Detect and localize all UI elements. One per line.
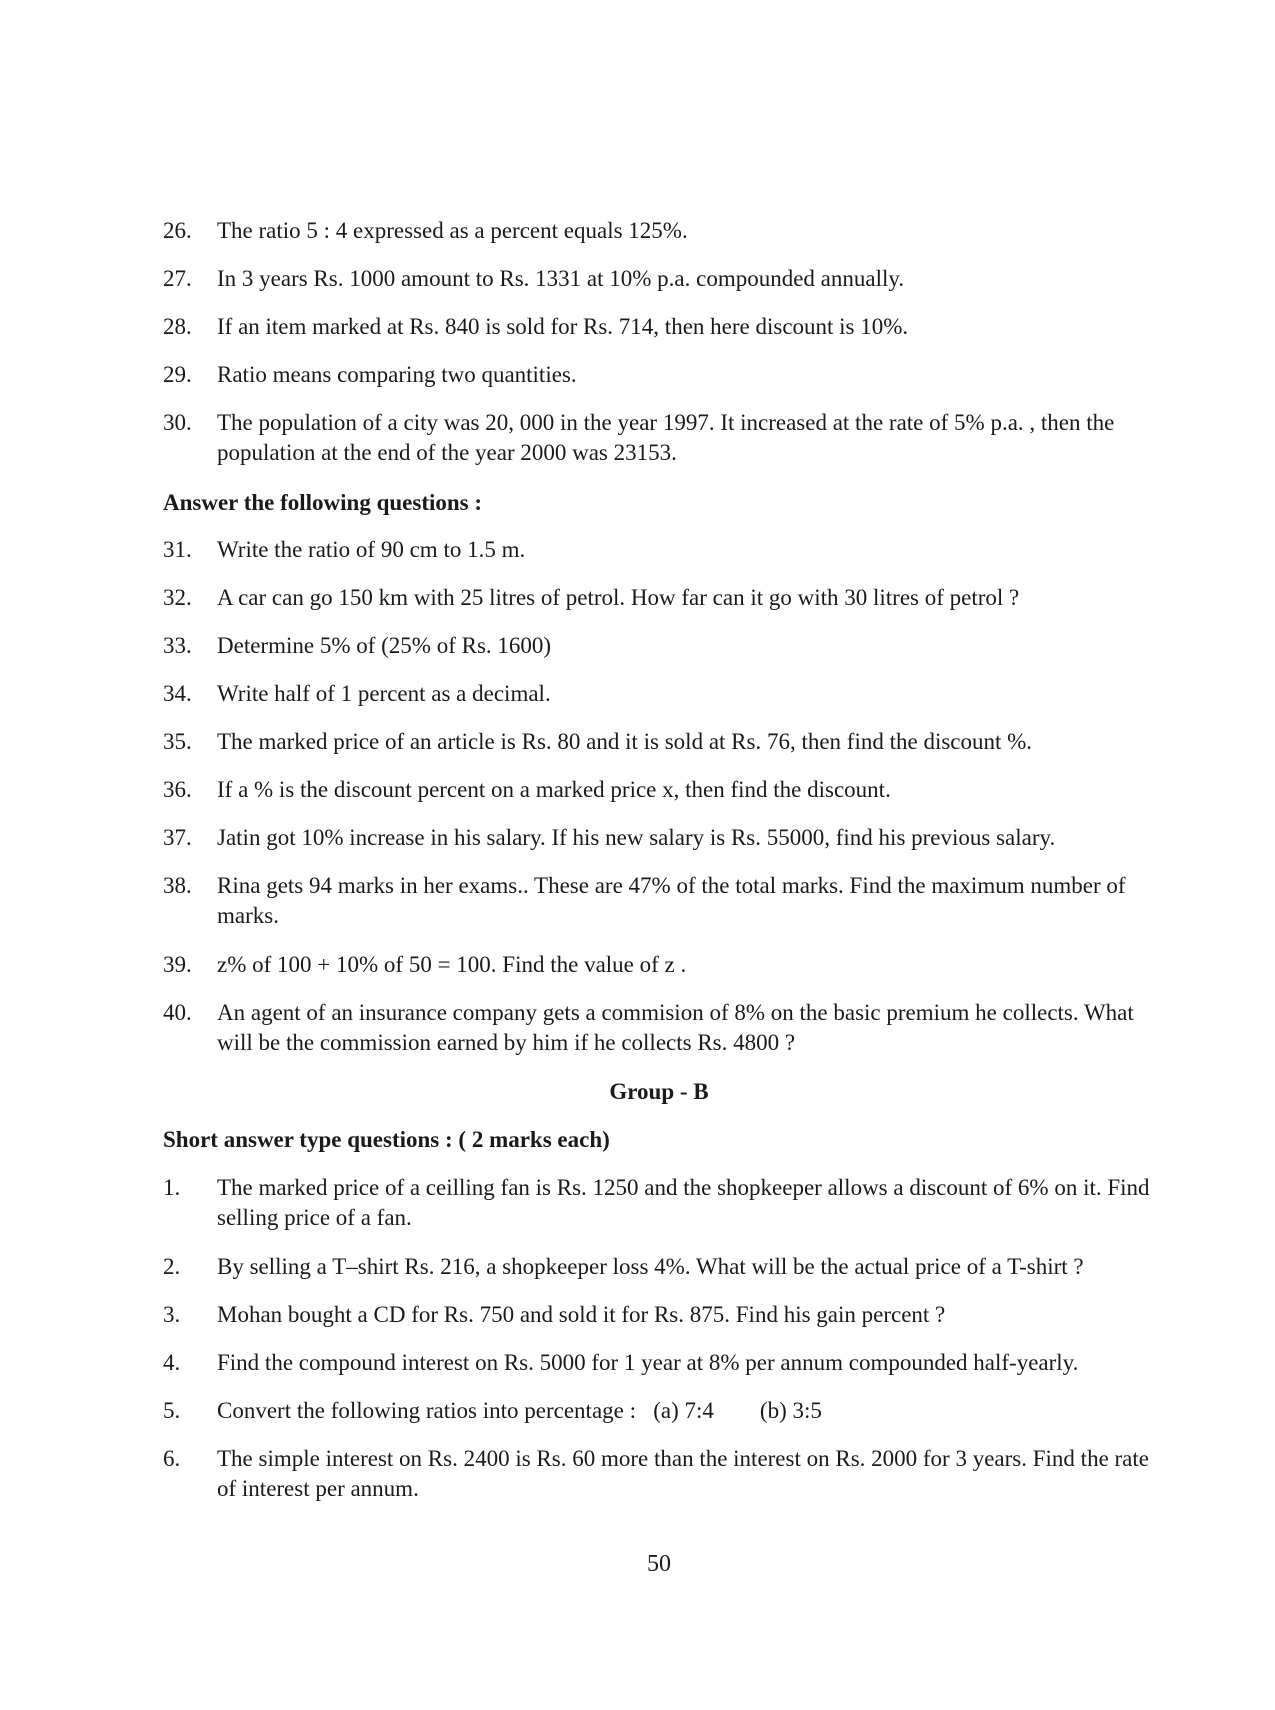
- short-answer-heading: Short answer type questions : ( 2 marks each): [163, 1127, 610, 1152]
- question-item: [163, 312, 1163, 342]
- question-text: The marked price of an article is Rs. 80 and it is sold at Rs. 76, then find the discount %.: [217, 729, 1033, 754]
- question-item: [163, 1396, 1163, 1426]
- question-text: Write half of 1 percent as a decimal.: [217, 681, 551, 706]
- question-text: Ratio means comparing two quantities.: [217, 362, 577, 387]
- question-item: [163, 264, 1163, 294]
- question-text: If an item marked at Rs. 840 is sold for Rs. 714, then here discount is 10%.: [217, 314, 909, 339]
- question-text: If a % is the discount percent on a marked price x, then find the discount.: [217, 777, 891, 802]
- question-number: 38.: [163, 873, 192, 898]
- question-item: [163, 631, 1163, 661]
- question-number: 6.: [163, 1446, 181, 1471]
- question-number: 31.: [163, 537, 192, 562]
- question-number: 32.: [163, 585, 192, 610]
- question-text: Write the ratio of 90 cm to 1.5 m.: [217, 537, 526, 562]
- question-item: [163, 1252, 1163, 1282]
- question-item: [163, 535, 1163, 565]
- question-text: Mohan bought a CD for Rs. 750 and sold it for Rs. 875. Find his gain percent ?: [217, 1302, 946, 1327]
- question-text: Determine 5% of (25% of Rs. 1600): [217, 633, 552, 658]
- answer-section-heading: Answer the following questions :: [163, 490, 483, 515]
- question-item: [163, 998, 1163, 1058]
- question-number: 29.: [163, 362, 192, 387]
- question-number: 2.: [163, 1254, 181, 1279]
- question-number: 39.: [163, 952, 192, 977]
- question-item: [163, 1348, 1163, 1378]
- question-text: The marked price of a ceilling fan is Rs. 1250 and the shopkeeper allows a discount of 6% on it. Find selling price of a fan.: [217, 1175, 1150, 1230]
- question-text: A car can go 150 km with 25 litres of petrol. How far can it go with 30 litres of petrol ?: [217, 585, 1020, 610]
- question-item: [163, 216, 1163, 246]
- question-text: Convert the following ratios into percentage : (a) 7:4 (b) 3:5: [217, 1398, 822, 1423]
- page-number: 50: [647, 1551, 671, 1577]
- question-item: [163, 408, 1163, 468]
- question-text: Jatin got 10% increase in his salary. If his new salary is Rs. 55000, find his previous salary.: [217, 825, 1056, 850]
- question-number: 28.: [163, 314, 192, 339]
- question-number: 26.: [163, 218, 192, 243]
- question-number: 3.: [163, 1302, 181, 1327]
- question-number: 4.: [163, 1350, 181, 1375]
- question-item: [163, 823, 1163, 853]
- question-text: The population of a city was 20, 000 in the year 1997. It increased at the rate of 5% p.a. , then the population at the end of the year 2000 was 23153.: [217, 410, 1115, 465]
- question-number: 27.: [163, 266, 192, 291]
- question-text: An agent of an insurance company gets a commision of 8% on the basic premium he collects. What will be the commission earned by him if he collects Rs. 4800 ?: [217, 1000, 1134, 1055]
- question-item: [163, 1300, 1163, 1330]
- question-number: 1.: [163, 1175, 181, 1200]
- question-text: The simple interest on Rs. 2400 is Rs. 60 more than the interest on Rs. 2000 for 3 years. Find the rate of interest per annum.: [217, 1446, 1149, 1501]
- question-item: [163, 583, 1163, 613]
- question-item: [163, 950, 1163, 980]
- question-text: The ratio 5 : 4 expressed as a percent equals 125%.: [217, 218, 688, 243]
- group-heading: Group - B: [609, 1079, 709, 1104]
- question-item: [163, 1173, 1163, 1233]
- question-text: By selling a T–shirt Rs. 216, a shopkeeper loss 4%. What will be the actual price of a T-shirt ?: [217, 1254, 1084, 1279]
- question-item: [163, 1444, 1163, 1504]
- question-text: Find the compound interest on Rs. 5000 for 1 year at 8% per annum compounded half-yearly.: [217, 1350, 1079, 1375]
- question-item: [163, 679, 1163, 709]
- question-number: 40.: [163, 1000, 192, 1025]
- question-number: 33.: [163, 633, 192, 658]
- question-number: 37.: [163, 825, 192, 850]
- question-item: [163, 727, 1163, 757]
- question-number: 36.: [163, 777, 192, 802]
- question-item: [163, 360, 1163, 390]
- question-text: In 3 years Rs. 1000 amount to Rs. 1331 at 10% p.a. compounded annually.: [217, 266, 905, 291]
- question-number: 5.: [163, 1398, 181, 1423]
- question-item: [163, 871, 1163, 931]
- question-item: [163, 775, 1163, 805]
- question-text: z% of 100 + 10% of 50 = 100. Find the value of z .: [217, 952, 687, 977]
- question-number: 30.: [163, 410, 192, 435]
- question-number: 34.: [163, 681, 192, 706]
- question-number: 35.: [163, 729, 192, 754]
- question-text: Rina gets 94 marks in her exams.. These are 47% of the total marks. Find the maximum number of marks.: [217, 873, 1126, 928]
